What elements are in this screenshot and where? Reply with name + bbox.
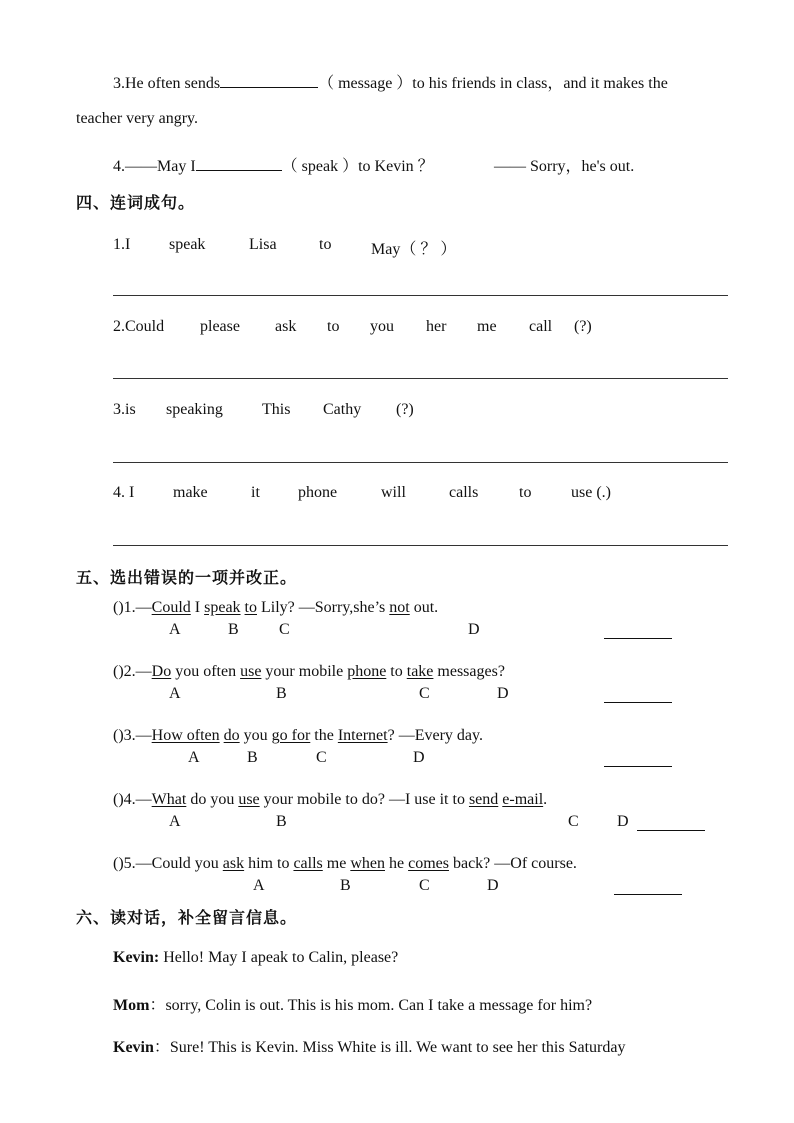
word: calls [449, 484, 479, 501]
label-b: B [340, 877, 351, 894]
s5-question-3: ()3.—How often do you go for the Internet? —Every day. [113, 727, 483, 744]
word: will [381, 484, 406, 501]
q4-line: 4.——May I （ speak ）to Kevin ？ [113, 158, 434, 175]
s5-question-4: ()4.—What do you use your mobile to do? —I use it to send e-mail. [113, 791, 548, 808]
correction-blank-2[interactable] [604, 702, 672, 703]
word: use (.) [571, 484, 611, 501]
section6-heading: 六、读对话，补全留言信息。 [76, 908, 298, 927]
label-b: B [247, 749, 258, 766]
word: to [319, 236, 332, 253]
q3-line: 3.He often sends （ message ）to his friends in class，and it makes the [113, 75, 668, 92]
word: you [370, 318, 394, 335]
option-b-text: calls [293, 855, 323, 872]
answer-line-1[interactable] [113, 295, 728, 296]
dialogue-line-1: Kevin: Hello! May I apeak to Calin, please? [113, 949, 399, 966]
correction-blank-3[interactable] [604, 766, 672, 767]
label-b: B [276, 685, 287, 702]
word: (?) [396, 401, 414, 418]
label-c: C [419, 877, 430, 894]
option-d-text: take [406, 663, 434, 680]
option-c-text: phone [347, 663, 387, 680]
label-d: D [413, 749, 425, 766]
option-a-text: Could [151, 599, 191, 616]
q3-blank[interactable] [220, 73, 318, 88]
section5-heading: 五、选出错误的一项并改正。 [76, 568, 298, 587]
option-b-text: do [223, 727, 240, 744]
speaker: Kevin: [113, 949, 160, 966]
q4-blank[interactable] [196, 156, 282, 171]
word: call [529, 318, 553, 335]
word: to [327, 318, 340, 335]
option-d-text: Internet [337, 727, 388, 744]
option-c-text: when [350, 855, 385, 872]
dialogue-line-2: Mom：sorry, Colin is out. This is his mom. Can I take a message for him? [113, 997, 593, 1014]
label-a: A [169, 813, 181, 830]
label-a: A [253, 877, 265, 894]
word: to [519, 484, 532, 501]
label-d: D [497, 685, 509, 702]
label-a: A [188, 749, 200, 766]
label-b: B [276, 813, 287, 830]
section4-heading: 四、连词成句。 [76, 193, 196, 212]
option-b-text: use [240, 663, 262, 680]
word: Lisa [249, 236, 277, 253]
option-b-text: speak [204, 599, 241, 616]
label-c: C [568, 813, 579, 830]
answer-line-2[interactable] [113, 378, 728, 379]
word: May（ ？ ） [371, 241, 457, 258]
option-d-text: comes [408, 855, 449, 872]
speaker: Mom [113, 997, 150, 1014]
word: speak [169, 236, 206, 253]
option-d-text: e-mail [502, 791, 544, 808]
word: ask [275, 318, 297, 335]
correction-blank-4[interactable] [637, 830, 705, 831]
word: Cathy [323, 401, 362, 418]
option-c-text: go for [271, 727, 311, 744]
answer-line-3[interactable] [113, 462, 728, 463]
speaker: Kevin [113, 1039, 154, 1056]
s5-question-5: ()5.—Could you ask him to calls me when he comes back? —Of course. [113, 855, 577, 872]
word: phone [298, 484, 338, 501]
label-a: A [169, 685, 181, 702]
word: 2.Could [113, 318, 165, 335]
word: 4. I [113, 484, 135, 501]
s5-question-2: ()2.—Do you often use your mobile phone to take messages? [113, 663, 505, 680]
word: please [200, 318, 240, 335]
label-d: D [487, 877, 499, 894]
correction-blank-5[interactable] [614, 894, 682, 895]
word: her [426, 318, 447, 335]
label-a: A [169, 621, 181, 638]
word: speaking [166, 401, 223, 418]
option-a-text: How often [151, 727, 220, 744]
word: it [251, 484, 260, 501]
option-c-text: to [244, 599, 257, 616]
word: 3.is [113, 401, 136, 418]
option-c-text: send [468, 791, 499, 808]
answer-line-4[interactable] [113, 545, 728, 546]
correction-blank-1[interactable] [604, 638, 672, 639]
s5-question-1: ()1.—Could I speak to Lily? —Sorry,she’s not out. [113, 599, 439, 616]
word: make [173, 484, 208, 501]
option-a-text: What [151, 791, 187, 808]
dialogue-line-3: Kevin：Sure! This is Kevin. Miss White is ill. We want to see her this Saturday [113, 1039, 626, 1056]
label-c: C [279, 621, 290, 638]
option-a-text: Do [151, 663, 172, 680]
word: (?) [574, 318, 592, 335]
label-b: B [228, 621, 239, 638]
q3-continuation: teacher very angry. [76, 110, 198, 127]
option-a-text: ask [222, 855, 245, 872]
label-d: D [617, 813, 629, 830]
label-c: C [316, 749, 327, 766]
option-b-text: use [238, 791, 260, 808]
label-d: D [468, 621, 480, 638]
word: 1.I [113, 236, 131, 253]
option-d-text: not [389, 599, 410, 616]
word: me [477, 318, 497, 335]
word: This [262, 401, 291, 418]
q4-reply: —— Sorry，he's out. [494, 158, 635, 175]
label-c: C [419, 685, 430, 702]
